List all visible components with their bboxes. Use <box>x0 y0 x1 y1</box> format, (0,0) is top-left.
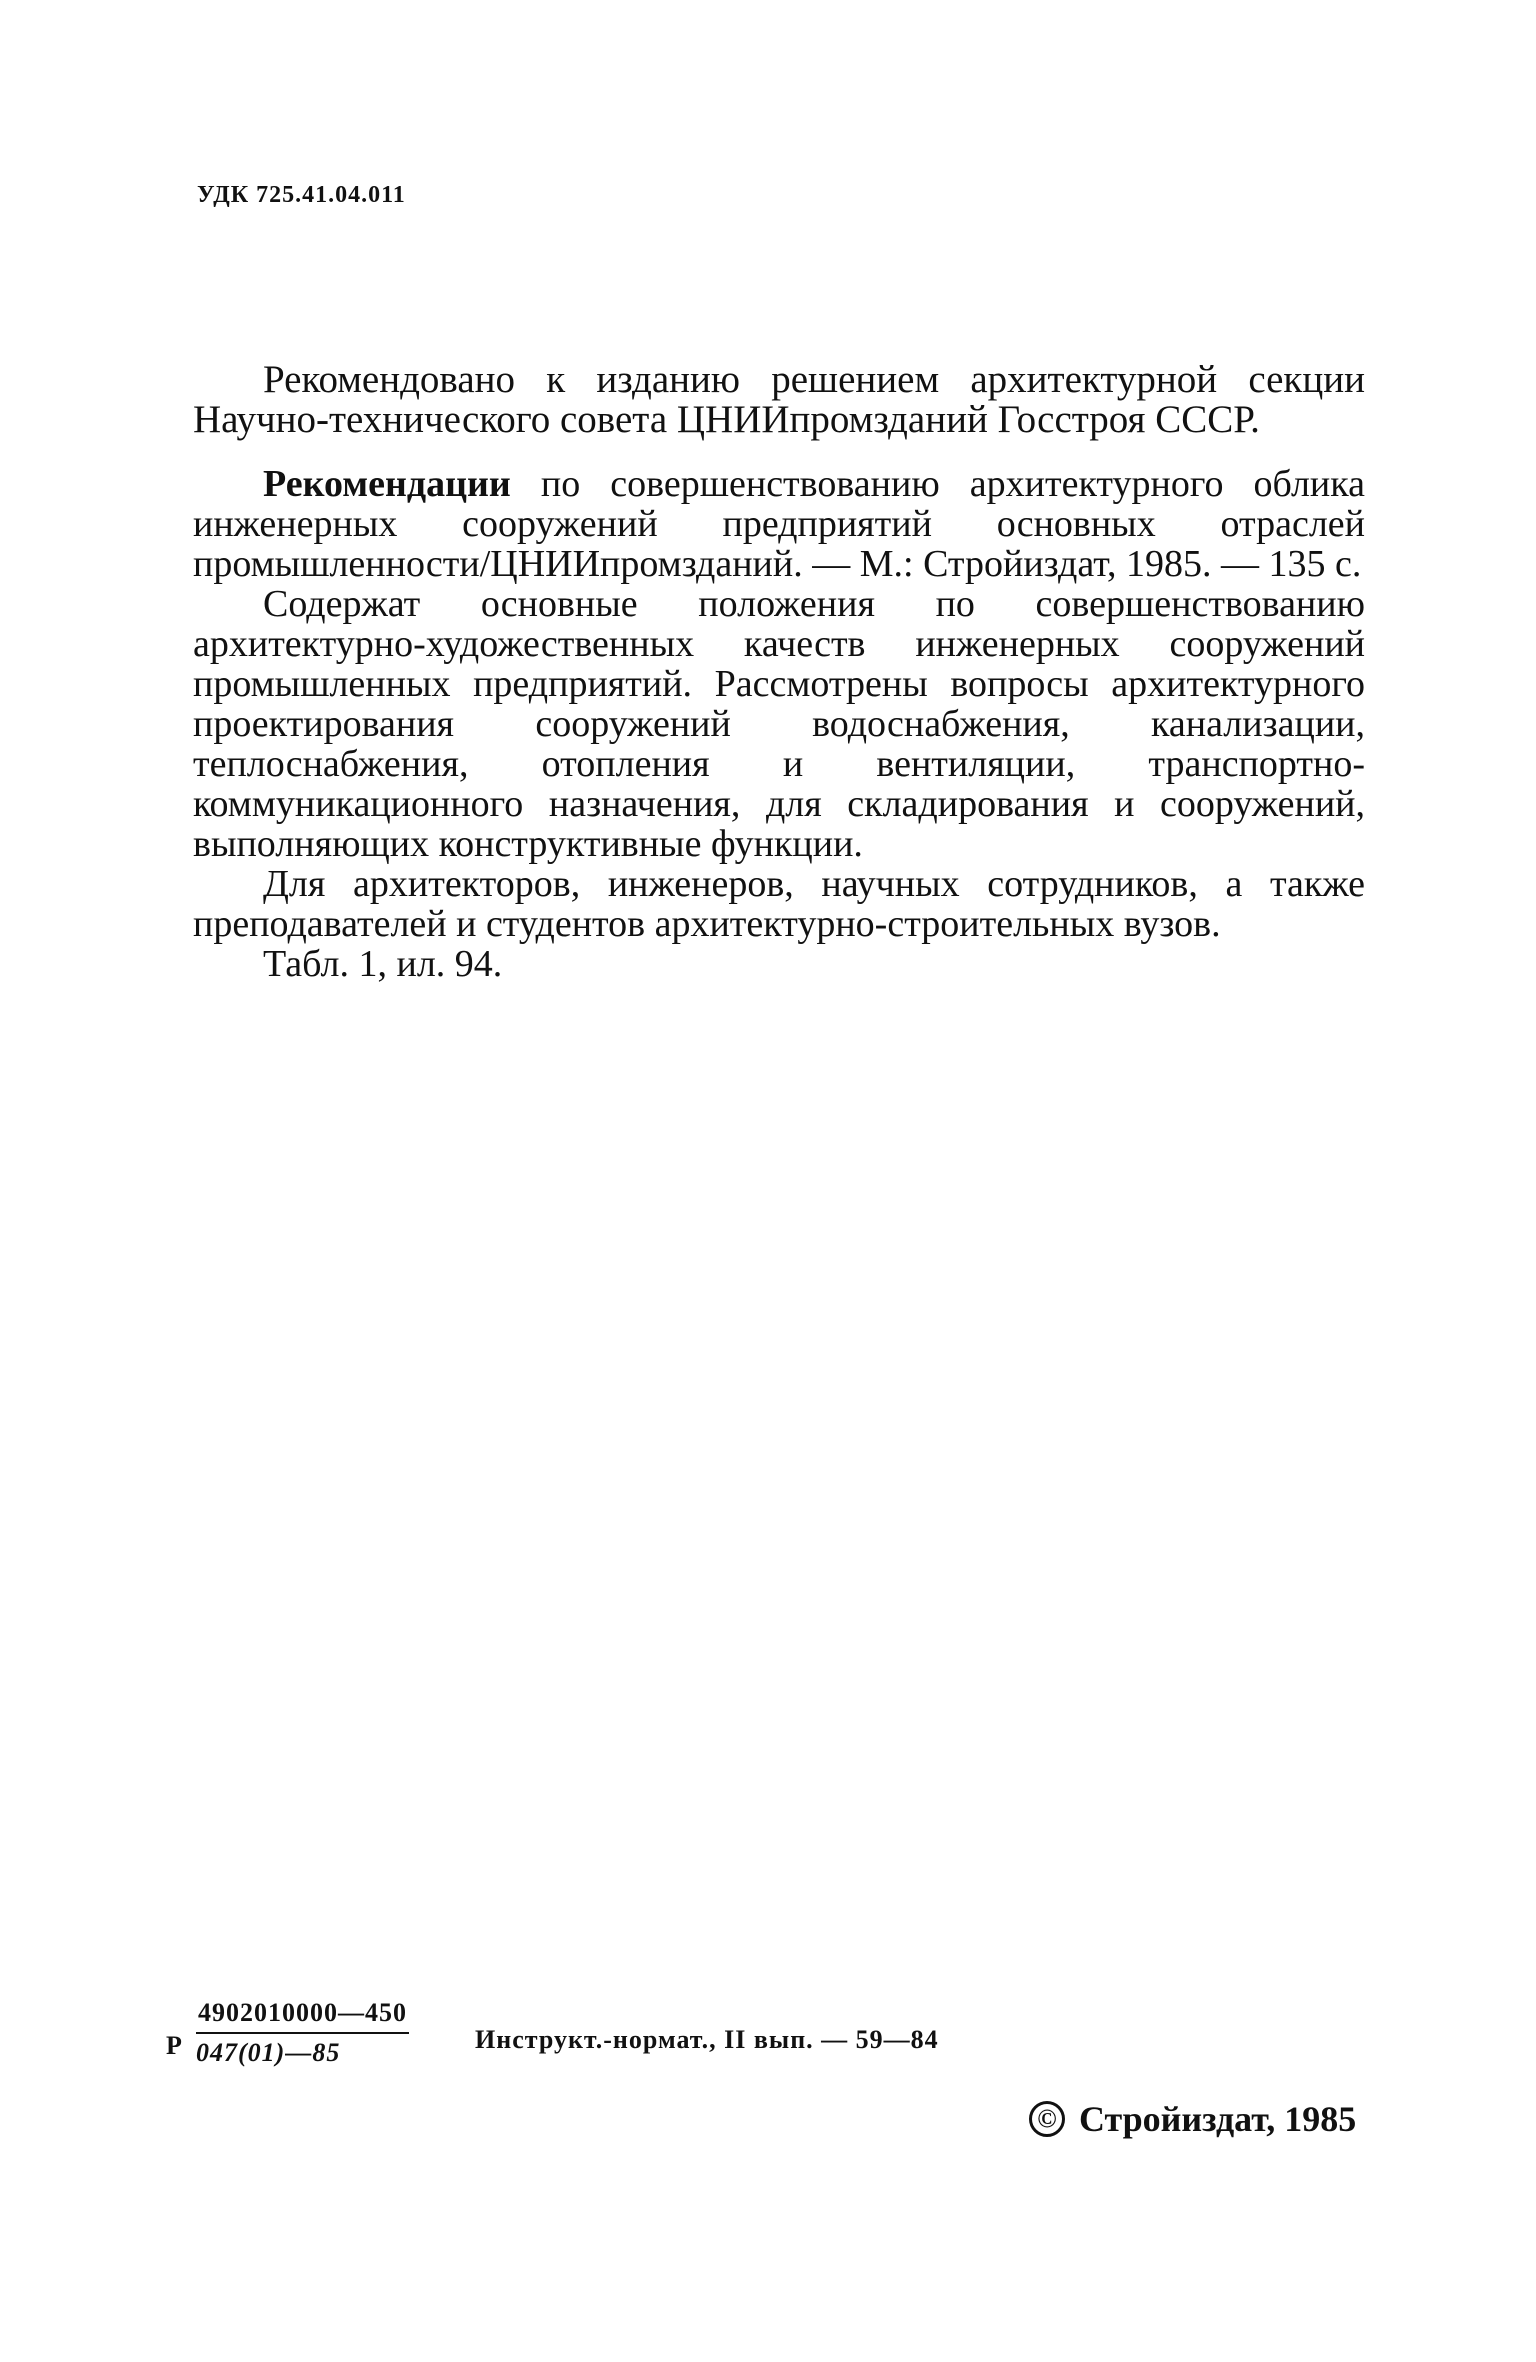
copyright-notice <box>1029 2098 1356 2140</box>
udk-code: УДК 725.41.04.011 <box>197 182 406 208</box>
copyright-text: Стройиздат, 1985 <box>1079 2099 1357 2139</box>
copyright-icon: © <box>1029 2101 1065 2137</box>
catalog-edition: Инструкт.-нормат., II вып. — 59—84 <box>475 2025 939 2054</box>
annotation-block <box>193 464 1365 984</box>
citation-details: по совершенствованию архитектурного облика инженерных сооружений предприятий основных отраслей промышленности/ЦНИИпромзданий. — М.: Стройиздат, 1985. — 135 с. <box>193 463 1365 585</box>
catalog-fraction <box>196 1998 409 2068</box>
citation-title: Рекомендации <box>263 463 511 505</box>
catalog-index <box>166 1998 1066 2088</box>
abstract-paragraph: Содержат основные положения по совершенствованию архитектурно-художественных качеств инженерных сооружений промышленных предприятий. Рассмотрены вопросы архитектурного проектирования сооружений водоснабжения, канализации, теплоснабжения, отопления и вентиляции, транспортно-коммуникационного назначения, для складирования и сооружений, выполняющих конструктивные функции. <box>193 583 1365 865</box>
catalog-letter: Р <box>166 2031 182 2060</box>
catalog-numerator: 4902010000—450 <box>196 1998 409 2034</box>
approval-text: Рекомендовано к изданию решением архитектурной секции Научно-технического совета ЦНИИпромзданий Госстроя СССР. <box>193 358 1365 441</box>
tables-illustrations: Табл. 1, ил. 94. <box>263 943 503 985</box>
catalog-denominator: 047(01)—85 <box>196 2038 341 2067</box>
audience-paragraph: Для архитекторов, инженеров, научных сотрудников, а также преподавателей и студентов архитектурно-строительных вузов. <box>193 863 1365 945</box>
citation-paragraph <box>193 464 1365 584</box>
approval-block <box>193 360 1365 440</box>
